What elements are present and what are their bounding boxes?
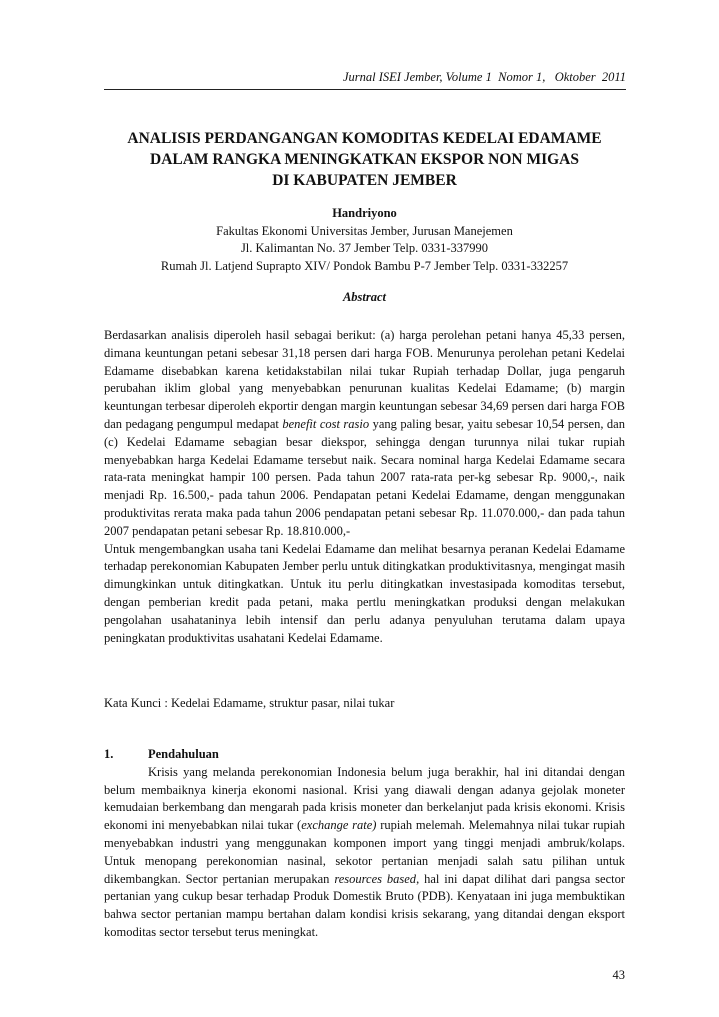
abstract-body xyxy=(104,327,625,647)
section-text-b: rupiah melemah. Melemahnya nilai tukar rupiah menyebabkan industri yang menggunakan komponen import yang tinggi menjadi ambruk/kolaps. Untuk menopang perekonomian nasinal, sekotor pertanian menjadi salah satu pilihan untuk dikembangkan. Sector pertanian merupakan xyxy=(104,818,625,886)
abstract-p1-text-b: yang paling besar, yaitu sebesar 10,54 persen, dan (c) Kedelai Edamame sebagian besar diekspor, sehingga dengan turunnya nilai tukar rupiah menyebabkan harga Kedelai Edamame tersebut naik. Secara nominal harga Kedelai Edamame secara rata-rata meningkat hampir 100 persen. Pada tahun 2007 rata-rata per-kg sebesar Rp. 9000,-, naik menjadi Rp. 16.500,- pada tahun 2006. Pendapatan petani Kedelai Edamame, dengan menggunakan produktivitas rerata maka pada tahun 2006 pendapatan petani sebesar Rp. 11.070.000,- dan pada tahun 2007 pendapatan petani sebesar Rp. 18.810.000,- xyxy=(104,416,625,538)
author-block xyxy=(100,205,629,275)
abstract-p1-italic: benefit cost rasio xyxy=(282,416,370,431)
section-text-a: Krisis yang melanda perekonomian Indonesia belum juga berakhir, hal ini ditandai dengan belum membaiknya kinerja ekonomi nasional. Krisi yang diawali dengan adanya gejolak moneter kemudaian berkembang dan mengarah pada krisis moneter dan berkelanjut pada krisis ekonomi. Krisis ekonomi ini menyebabkan nilai tukar ( xyxy=(104,764,625,833)
section-italic-a: exchange rate) xyxy=(301,818,377,833)
journal-header: Jurnal ISEI Jember, Volume 1 Nomor 1, Oktober 2011 xyxy=(104,70,626,90)
author-home-address: Rumah Jl. Latjend Suprapto XIV/ Pondok Bambu P-7 Jember Telp. 0331-332257 xyxy=(160,258,569,273)
author-name: Handriyono xyxy=(332,206,397,220)
abstract-p1-text-a: Berdasarkan analisis diperoleh hasil sebagai berikut: (a) harga perolehan petani hanya 45,33 persen, dimana keuntungan petani sebesar 31,18 persen dari harga FOB. Menurunya perolehan petani Kedelai Edamame disebabkan karena ketidakstabilan nilai tukar Rupiah terhadap Dollar, juga pengaruh perubahan iklim global yang menyebabkan penurunan kualitas Kedelai Edamame; (b) margin keuntungan terbesar diperoleh ekportir dengan margin keuntungan sebesar 34,69 persen dari harga FOB dan pedagang pengumpul medapat xyxy=(104,328,625,431)
title-line-3: DI KABUPATEN JEMBER xyxy=(272,172,457,189)
section-text-c: , hal ini dapat dilihat dari pangsa sector pertanian yang cukup besar terhadap Produk Domestik Bruto (PDB). Kenyataan ini juga membuktikan bahwa sector pertanian mampu bertahan dalam kondisi krisis sekarang, yang ditandai dengan eksport komoditas sector tersebut terus meningkat. xyxy=(104,871,625,939)
title-line-2: DALAM RANGKA MENINGKATKAN EKSPOR NON MIGAS xyxy=(150,151,579,168)
author-office-address: Jl. Kalimantan No. 37 Jember Telp. 0331-337990 xyxy=(240,241,489,255)
paper-title xyxy=(100,128,629,191)
abstract-paragraph-1 xyxy=(104,327,625,541)
author-affiliation: Fakultas Ekonomi Universitas Jember, Jurusan Manejemen xyxy=(216,223,513,238)
section-title: Pendahuluan xyxy=(148,747,219,761)
keywords: Kata Kunci : Kedelai Edamame, struktur pasar, nilai tukar xyxy=(104,696,395,710)
abstract-paragraph-2: Untuk mengembangkan usaha tani Kedelai Edamame dan melihat besarnya peranan Kedelai Edamame terhadap perekonomian Kabupaten Jember perlu untuk ditingkatkan produktivitasnya, mengingat masih dimungkinkan untuk ditingkatkan. Untuk itu perlu ditingkatkan investasipada komoditas tersebut, dengan pemberian kredit pada petani, maka pertlu meningkatkan produksi dengan melakukan pengolahan usahataninya lebih intensif dan perlu adanya penyuluhan terutama dalam upaya peningkatan produktivitas usahatani Kedelai Edamame. xyxy=(104,541,625,645)
section-introduction xyxy=(104,746,625,942)
section-italic-b: resources based xyxy=(334,871,417,886)
section-number: 1. xyxy=(104,747,114,761)
section-heading xyxy=(104,746,625,764)
page-number: 43 xyxy=(612,968,625,982)
section-paragraph xyxy=(104,764,625,942)
abstract-heading: Abstract xyxy=(342,290,387,304)
title-line-1: ANALISIS PERDANGANGAN KOMODITAS KEDELAI EDAMAME xyxy=(127,130,602,147)
